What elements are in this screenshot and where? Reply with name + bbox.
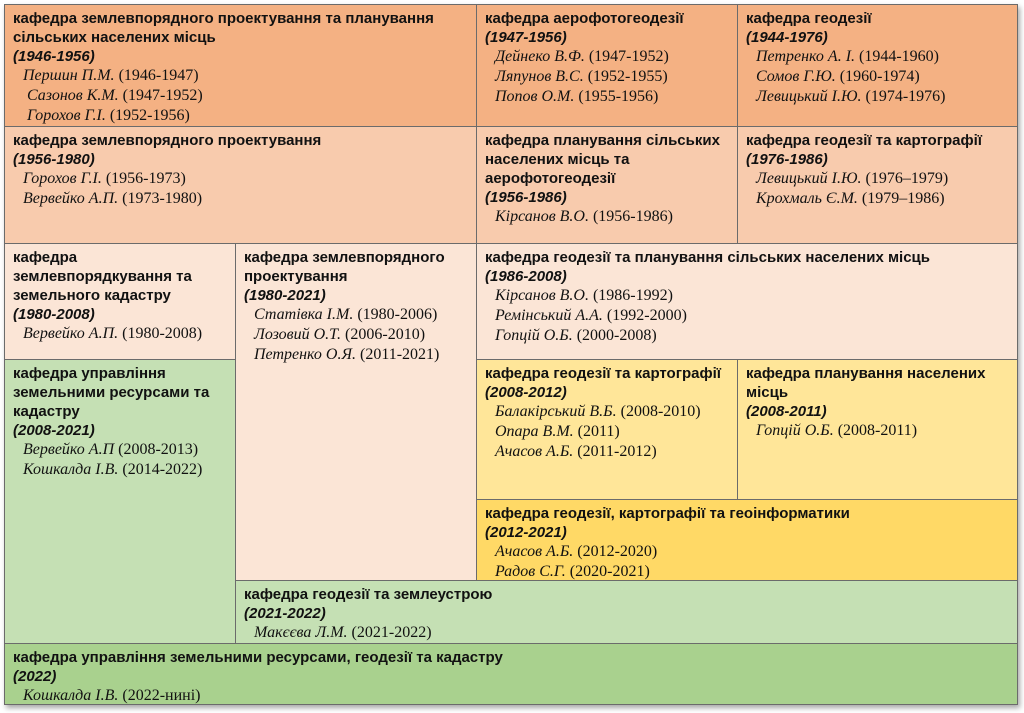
dept-title: кафедра планування населених місць (746, 365, 986, 401)
dept-cell-2008-2011 (737, 359, 1018, 500)
head-entry: Кірсанов В.О. (1986-1992) (495, 287, 673, 304)
head-entry: Гопцій О.Б. (2008-2011) (756, 422, 918, 439)
head-list (485, 286, 1011, 346)
dept-title: кафедра землевпорядкування та земельного кадастру (13, 249, 192, 304)
head-entry: Лозовий О.Т. (2006-2010) (254, 326, 426, 343)
dept-cell-1986-2008 (476, 243, 1018, 360)
head-list (485, 402, 731, 462)
dept-period: (1976-1986) (746, 151, 828, 168)
head-list (485, 542, 1011, 581)
dept-title: кафедра геодезії та картографії (485, 365, 721, 382)
dept-period: (2008-2021) (13, 422, 95, 439)
dept-cell-2021-2022 (235, 580, 1018, 644)
dept-period: (1980-2008) (13, 306, 95, 323)
dept-period: (1944-1976) (746, 29, 828, 46)
head-list (244, 305, 470, 365)
dept-title: кафедра геодезії (746, 10, 872, 27)
head-entry: Вервейко А.П. (1980-2008) (23, 325, 203, 342)
head-list (485, 207, 731, 227)
head-list (244, 623, 1011, 643)
dept-title: кафедра землевпорядного проектування та планування сільських населених місць (13, 10, 434, 46)
head-entry: Горохов Г.І. (1956-1973) (23, 170, 186, 187)
dept-cell-1980-2008 (4, 243, 236, 360)
head-entry: Гопцій О.Б. (2000-2008) (495, 327, 657, 344)
head-entry: Ачасов А.Б. (2011-2012) (495, 443, 657, 460)
dept-period: (1956-1980) (13, 151, 95, 168)
head-entry: Першин П.М. (1946-1947) (23, 67, 199, 84)
dept-period: (1956-1986) (485, 189, 567, 206)
head-entry: Попов О.М. (1955-1956) (495, 88, 659, 105)
head-list (485, 47, 731, 107)
head-list (13, 169, 470, 209)
dept-cell-1947-1956 (476, 4, 738, 127)
head-list (746, 421, 1011, 441)
head-list (13, 686, 1011, 705)
dept-title: кафедра аерофотогеодезії (485, 10, 684, 27)
head-entry: Макєєва Л.М. (2021-2022) (254, 624, 432, 641)
dept-cell-1976-1986 (737, 126, 1018, 244)
head-entry: Статівка І.М. (1980-2006) (254, 306, 438, 323)
dept-period: (2008-2011) (746, 403, 827, 420)
dept-title: кафедра землевпорядного проектування (13, 132, 322, 149)
dept-title: кафедра планування сільських населених місць та аерофотогеодезії (485, 132, 720, 187)
dept-title: кафедра землевпорядного проектування (244, 249, 445, 285)
dept-title: кафедра управління земельними ресурсами, геодезії та кадастру (13, 649, 503, 666)
dept-cell-1956-1980 (4, 126, 477, 244)
dept-title: кафедра геодезії, картографії та геоінформатики (485, 505, 850, 522)
head-entry: Радов С.Г. (2020-2021) (495, 563, 650, 580)
head-entry: Сомов Г.Ю. (1960-1974) (756, 68, 920, 85)
departments-history-diagram (4, 4, 1018, 705)
dept-cell-1956-1986 (476, 126, 738, 244)
head-entry: Левицький І.Ю. (1974-1976) (756, 88, 946, 105)
head-entry: Кошкалда І.В. (2022-нині) (23, 687, 201, 704)
head-entry: Ремінський А.А. (1992-2000) (495, 307, 687, 324)
dept-cell-2012-2021 (476, 499, 1018, 581)
head-entry: Левицький І.Ю. (1976–1979) (756, 170, 949, 187)
dept-period: (1986-2008) (485, 268, 567, 285)
head-entry: Балакірський В.Б. (2008-2010) (495, 403, 701, 420)
dept-title: кафедра геодезії та планування сільських населених місць (485, 249, 930, 266)
dept-cell-2008-2021 (4, 359, 236, 644)
head-entry: Кірсанов В.О. (1956-1986) (495, 208, 673, 225)
head-entry: Вервейко А.П. (1973-1980) (23, 190, 203, 207)
dept-period: (2022) (13, 668, 57, 685)
dept-title: кафедра управління земельними ресурсами та кадастру (13, 365, 210, 420)
head-list (746, 47, 1011, 107)
head-entry: Ляпунов В.С. (1952-1955) (495, 68, 668, 85)
dept-title: кафедра геодезії та землеустрою (244, 586, 493, 603)
dept-cell-2008-2012 (476, 359, 738, 500)
head-entry: Крохмаль Є.М. (1979–1986) (756, 190, 945, 207)
head-entry: Ачасов А.Б. (2012-2020) (495, 543, 658, 560)
head-list (13, 324, 229, 344)
dept-period: (2021-2022) (244, 605, 326, 622)
head-entry: Сазонов К.М. (1947-1952) (27, 87, 203, 104)
dept-cell-1944-1976 (737, 4, 1018, 127)
head-list (13, 440, 229, 480)
dept-title: кафедра геодезії та картографії (746, 132, 982, 149)
dept-period: (1946-1956) (13, 48, 95, 65)
dept-cell-1946-1956 (4, 4, 477, 127)
head-entry: Горохов Г.І. (1952-1956) (27, 107, 190, 124)
head-entry: Опара В.М. (2011) (495, 423, 620, 440)
dept-period: (2008-2012) (485, 384, 567, 401)
dept-period: (1947-1956) (485, 29, 567, 46)
head-list (13, 66, 470, 126)
head-entry: Петренко О.Я. (2011-2021) (254, 346, 440, 363)
head-list (746, 169, 1011, 209)
head-entry: Дейнеко В.Ф. (1947-1952) (495, 48, 669, 65)
head-entry: Петренко А. І. (1944-1960) (756, 48, 939, 65)
dept-cell-2022 (4, 643, 1018, 705)
dept-period: (1980-2021) (244, 287, 326, 304)
head-entry: Вервейко А.П (2008-2013) (23, 441, 199, 458)
dept-period: (2012-2021) (485, 524, 567, 541)
dept-cell-1980-2021 (235, 243, 477, 581)
head-entry: Кошкалда І.В. (2014-2022) (23, 461, 203, 478)
